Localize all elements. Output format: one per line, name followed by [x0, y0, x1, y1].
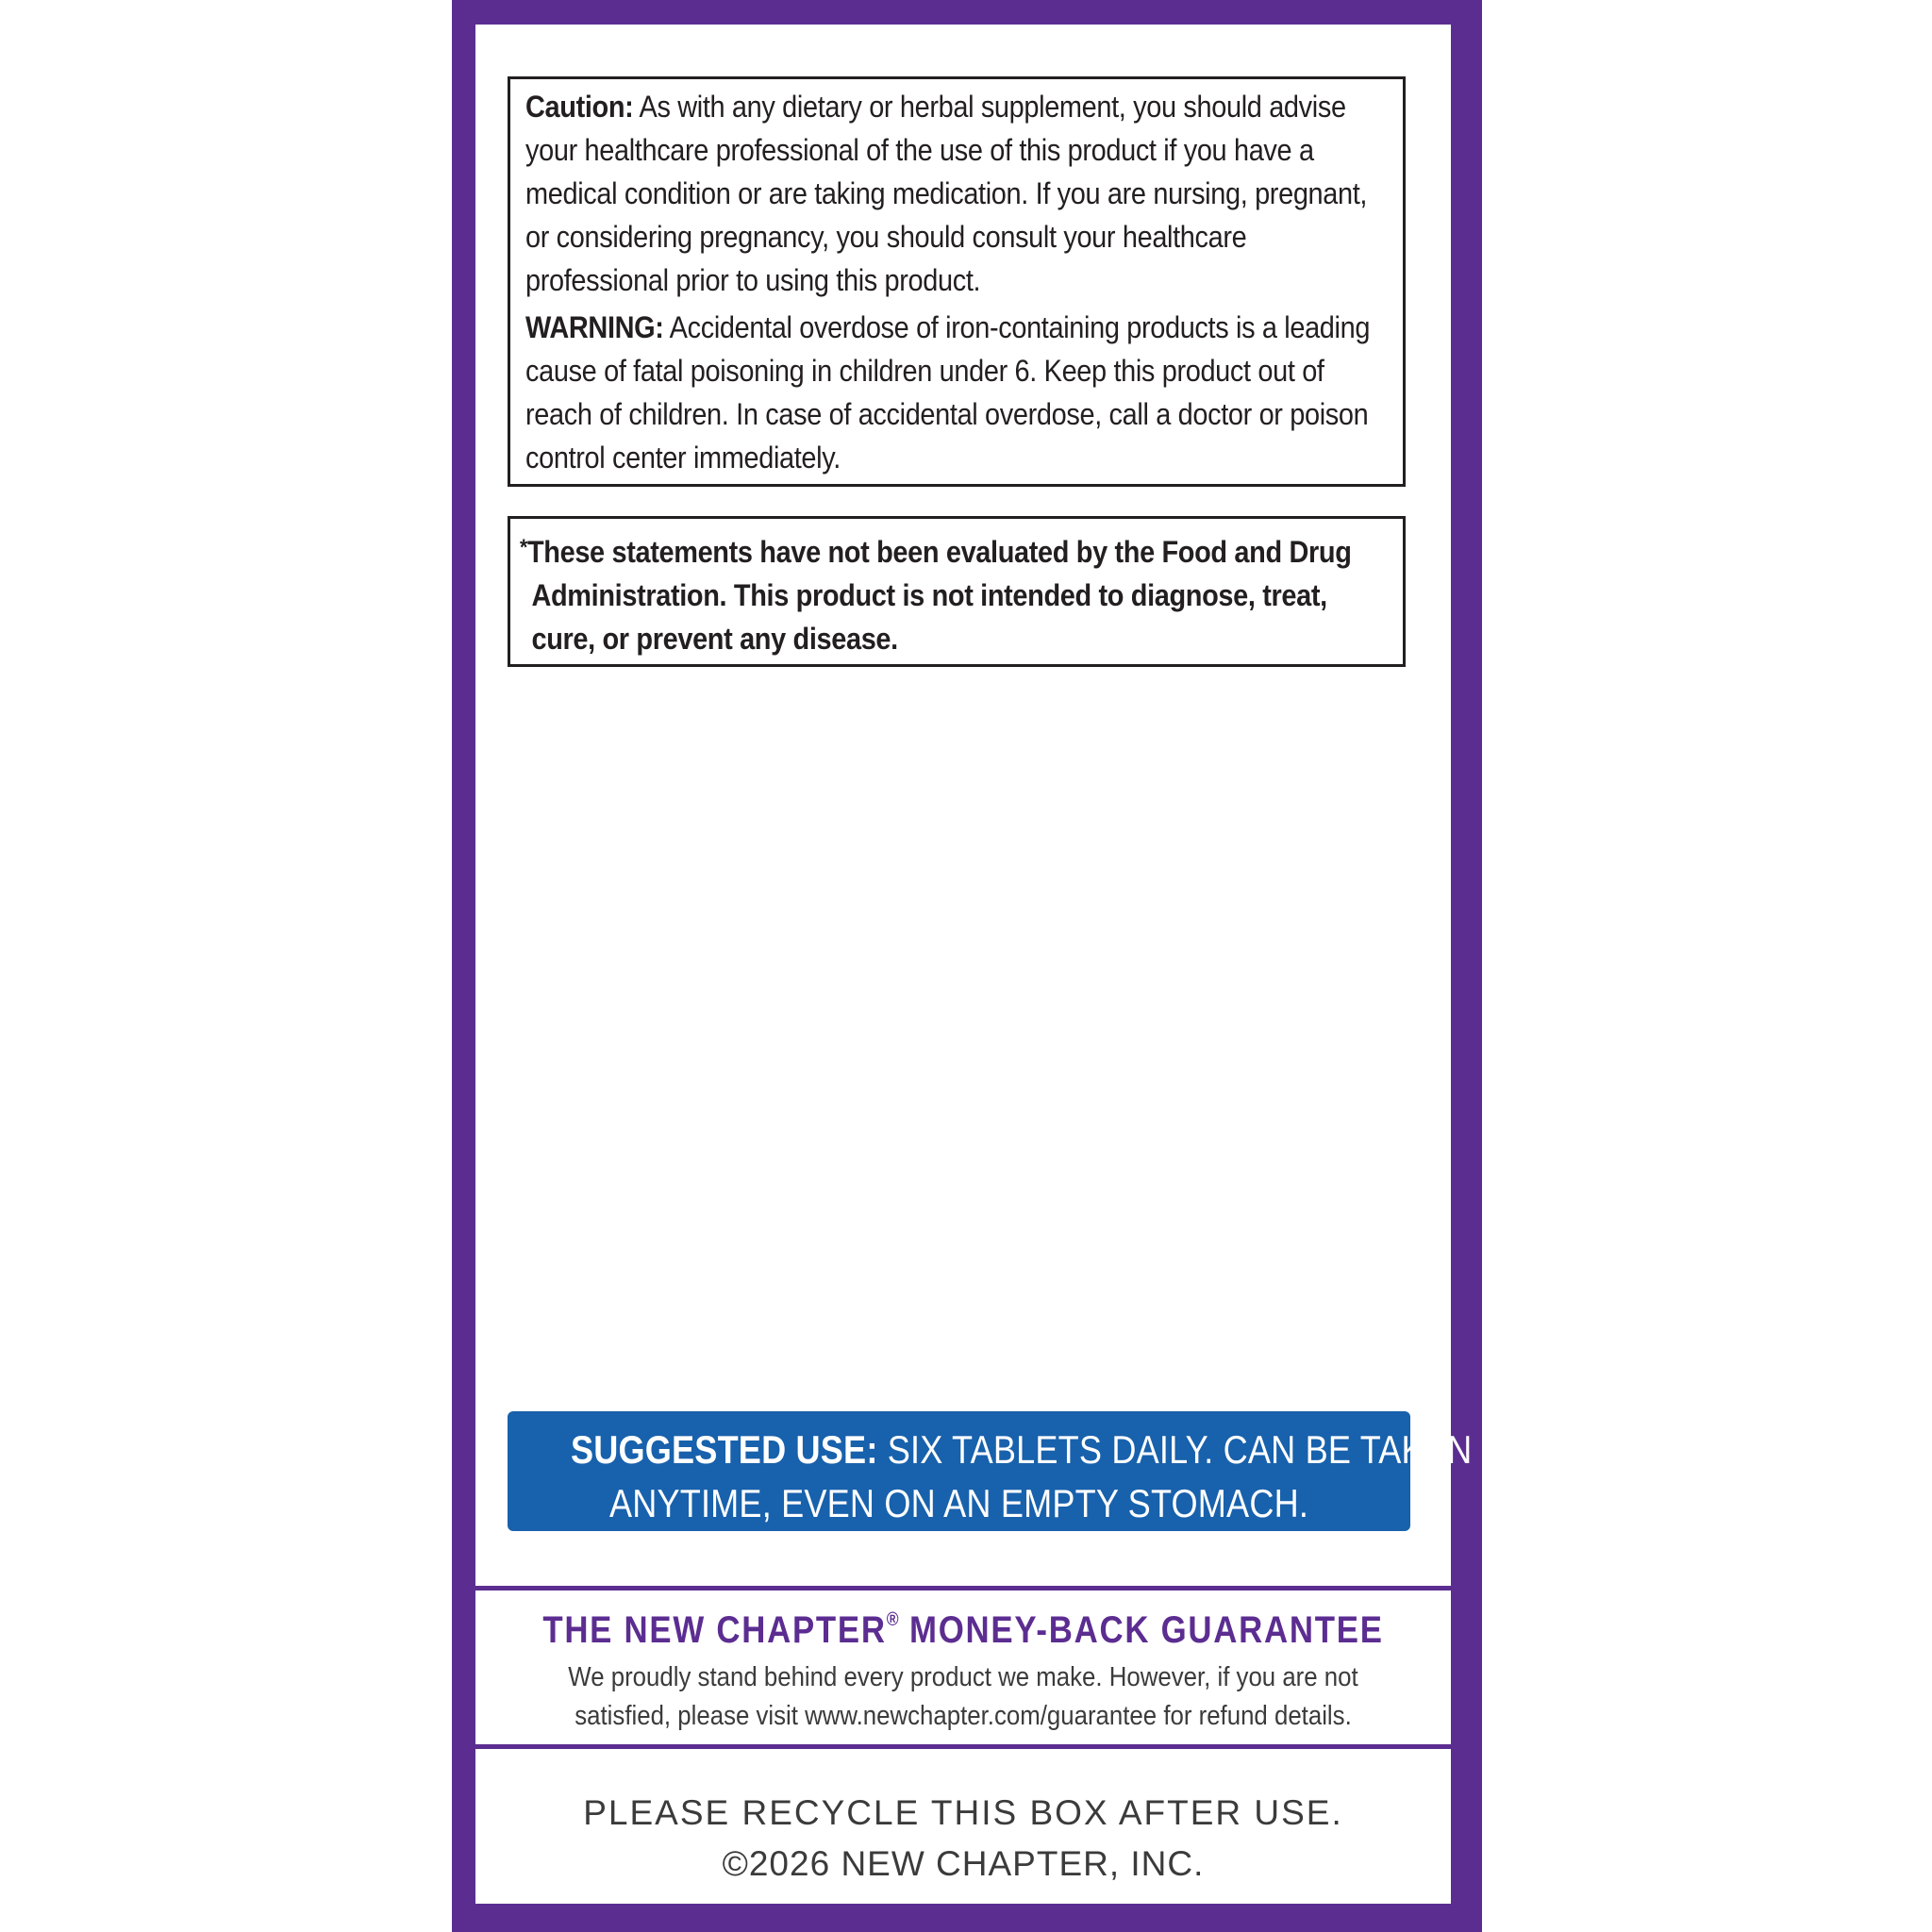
suggested-use-line-2: ANYTIME, EVEN ON AN EMPTY STOMACH.	[608, 1481, 1309, 1525]
registered-mark: ®	[886, 1609, 899, 1630]
caution-warning-box	[508, 76, 1406, 487]
suggested-use-line-1	[570, 1423, 1473, 1476]
recycle-notice: PLEASE RECYCLE THIS BOX AFTER USE.	[583, 1793, 1343, 1832]
label-panel-border	[452, 0, 1482, 1932]
divider-bottom	[475, 1744, 1451, 1749]
caution-text: As with any dietary or herbal supplement, you should advise your healthcare professional of the use of this product if you have a medical condition or are taking medication. If you are nursing, pregnant, or considering pregnancy, you should consult your healthcare professional prior to using this product.	[525, 90, 1368, 297]
guarantee-title	[539, 1609, 1388, 1652]
warning-paragraph	[525, 306, 1391, 479]
guarantee-title-brand: THE NEW CHAPTER	[542, 1609, 887, 1651]
fda-asterisk: *	[520, 535, 527, 560]
fda-disclaimer-paragraph	[520, 526, 1396, 660]
copyright-notice: ©2026 NEW CHAPTER, INC.	[722, 1844, 1205, 1883]
guarantee-title-rest: MONEY-BACK GUARANTEE	[898, 1609, 1384, 1651]
divider-top	[475, 1586, 1451, 1591]
guarantee-text-line-1: We proudly stand behind every product we make. However, if you are not	[568, 1662, 1358, 1692]
caution-paragraph	[525, 85, 1391, 302]
suggested-use-banner	[508, 1411, 1473, 1531]
guarantee-text	[529, 1658, 1397, 1736]
fda-disclaimer-text: These statements have not been evaluated by the Food and Drug Administration. This product is not intended to diagnose, treat, cure, or prevent any disease.	[526, 535, 1352, 656]
label-panel	[475, 25, 1473, 1904]
caution-label: Caution:	[525, 90, 634, 124]
suggested-use-label: SUGGESTED USE:	[570, 1427, 878, 1472]
warning-text: Accidental overdose of iron-containing products is a leading cause of fatal poisoning in children under 6. Keep this product out of reach of children. In case of accidental overdose, call a doctor or poison control center immediately.	[525, 310, 1371, 475]
warning-label: WARNING:	[525, 310, 664, 344]
suggested-use-text-1: SIX TABLETS DAILY. CAN BE TAKEN	[877, 1427, 1473, 1472]
fda-disclaimer-box	[508, 516, 1406, 667]
guarantee-text-line-2: satisfied, please visit www.newchapter.com/guarantee for refund details.	[575, 1701, 1352, 1731]
